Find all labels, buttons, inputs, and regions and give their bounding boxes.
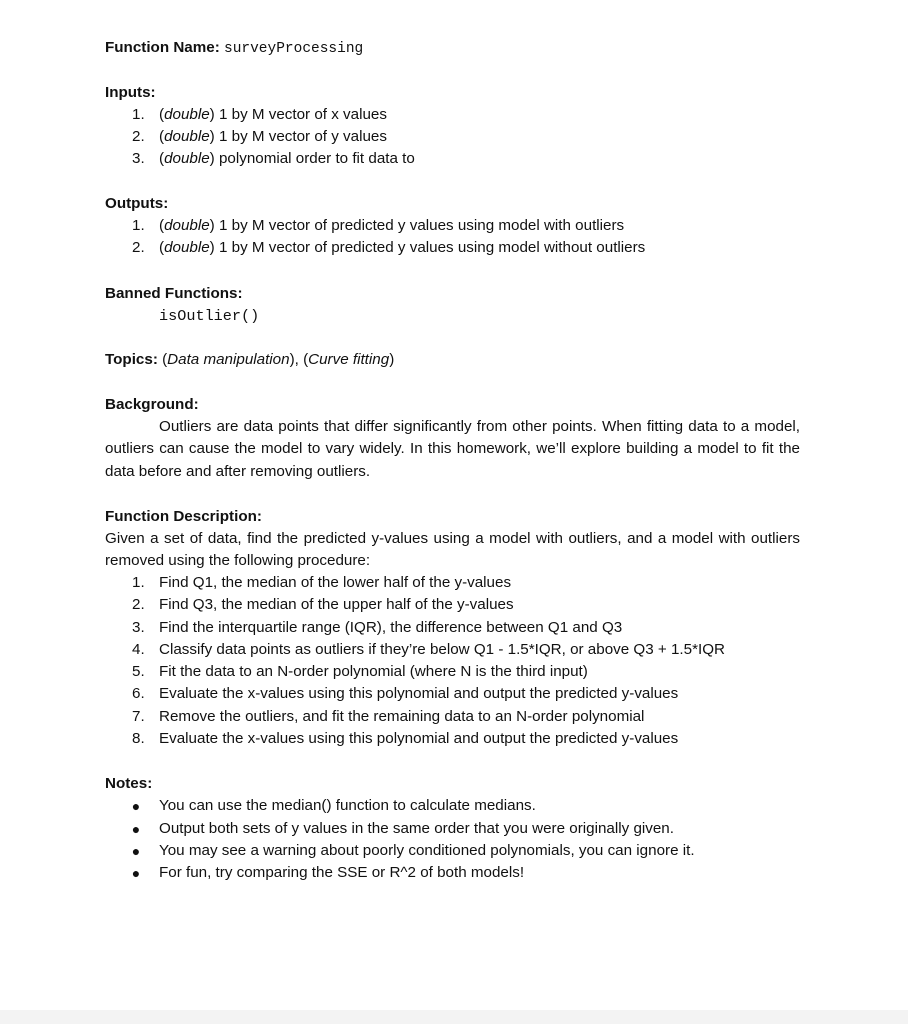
- outputs-heading: Outputs:: [105, 195, 169, 212]
- bullet-icon: ●: [131, 798, 141, 814]
- background-text: Outliers are data points that differ significantly from other points. When fitting data to a model, outliers can cause the model to vary widely. In this homework, we’ll explore building a model to fit the data before and after removing outliers.: [105, 418, 800, 480]
- output-type: double: [164, 217, 210, 234]
- background-heading: Background:: [105, 396, 199, 413]
- step-text: Find Q1, the median of the lower half of the y-values: [159, 574, 512, 591]
- document-page: Function Name: surveyProcessing Inputs: 1. (double) 1 by M vector of x values 2. (double) 1 by M vector of y values 3. (double) polynomial order to fit data to Outputs: 1. (double) 1 by M vector of predicted y values using model with outliers 2. (double) 1 by M vector of predicted y values using model without outliers Banned Functions: isOutlier() Topics: (Data manipulation), (Curve fitting) Background: Outliers are data points that differ significantly from other points. When fitting data to a model, outliers can cause the model to vary widely. In this homework, we’ll explore building a model to fit the data before and after removing outliers. Function Description: Given a set of data, find the predicted y-values using a model with outliers, and a model with outliers removed using the following procedure: 1. Find Q1, the median of the lower half of the y-values 2. Find Q3, the median of the upper half of the y-values 3. Find the interquartile range (IQR), the difference between Q1 and Q3 4. Classify data points as outliers if they’re below Q1 - 1.5*IQR, or above Q3 + 1.5*IQR 5. Fit the data to an N-order polynomial (where N is the third input) 6. Evaluate the x-values using this polynomial and output the predicted y-values 7. Remove the outliers, and fit the remaining data to an N-order polynomial 8. Evaluate the x-values using this polynomial and output the predicted y-values Notes: ● You can use the median() function to calculate medians. ● Output both sets of y values in the same order that you were originally given. ● You may see a warning about poorly conditioned polynomials, you can ignore it. ● For fun, try comparing the SSE or R^2 of both models!: [0, 0, 908, 1024]
- bullet-icon: ●: [131, 821, 141, 837]
- input-text: polynomial order to fit data to: [214, 150, 415, 167]
- page-bottom-edge: [0, 1010, 908, 1024]
- input-text: 1 by M vector of y values: [214, 128, 387, 145]
- input-type: double: [164, 128, 210, 145]
- function-name-value: surveyProcessing: [224, 41, 364, 57]
- output-number: 1.: [132, 217, 145, 234]
- step-text: Find Q3, the median of the upper half of the y-values: [159, 596, 514, 613]
- note-text: You may see a warning about poorly conditioned polynomials, you can ignore it.: [159, 842, 695, 859]
- step-text: Evaluate the x-values using this polynomial and output the predicted y-values: [159, 685, 679, 702]
- input-type: double: [164, 106, 210, 123]
- input-type: double: [164, 150, 210, 167]
- output-text: 1 by M vector of predicted y values using model with outliers: [214, 217, 625, 234]
- topics-line: Topics: (Data manipulation), (Curve fitting): [105, 351, 395, 368]
- background-paragraph: [105, 416, 800, 483]
- step-text: Remove the outliers, and fit the remaining data to an N-order polynomial: [159, 708, 645, 725]
- input-number: 1.: [132, 106, 145, 123]
- note-text: For fun, try comparing the SSE or R^2 of both models!: [159, 864, 525, 881]
- description-heading: Function Description:: [105, 508, 262, 525]
- input-number: 3.: [132, 150, 145, 167]
- topics-label: Topics:: [105, 351, 158, 368]
- step-text: Evaluate the x-values using this polynomial and output the predicted y-values: [159, 730, 679, 747]
- notes-heading: Notes:: [105, 775, 153, 792]
- note-text: You can use the median() function to calculate medians.: [159, 797, 536, 814]
- bullet-icon: ●: [131, 865, 141, 881]
- input-number: 2.: [132, 128, 145, 145]
- output-type: double: [164, 239, 210, 256]
- inputs-heading: Inputs:: [105, 84, 156, 101]
- output-text: 1 by M vector of predicted y values using model without outliers: [214, 239, 646, 256]
- topic-item: Data manipulation: [167, 351, 290, 368]
- function-name-line: [105, 37, 363, 60]
- output-number: 2.: [132, 239, 145, 256]
- function-name-label: Function Name:: [105, 39, 220, 56]
- note-text: Output both sets of y values in the same order that you were originally given.: [159, 820, 674, 837]
- description-intro: Given a set of data, find the predicted y-values using a model with outliers, and a model with outliers removed using the following procedure:: [105, 530, 800, 570]
- step-text: Fit the data to an N-order polynomial (where N is the third input): [159, 663, 588, 680]
- step-text: Classify data points as outliers if they’re below Q1 - 1.5*IQR, or above Q3 + 1.5*IQR: [159, 641, 726, 658]
- bullet-icon: ●: [131, 843, 141, 859]
- step-text: Find the interquartile range (IQR), the difference between Q1 and Q3: [159, 619, 623, 636]
- input-text: 1 by M vector of x values: [214, 106, 387, 123]
- topic-item: Curve fitting: [308, 351, 390, 368]
- banned-heading: Banned Functions:: [105, 285, 243, 302]
- banned-function-code: isOutlier(): [159, 307, 260, 325]
